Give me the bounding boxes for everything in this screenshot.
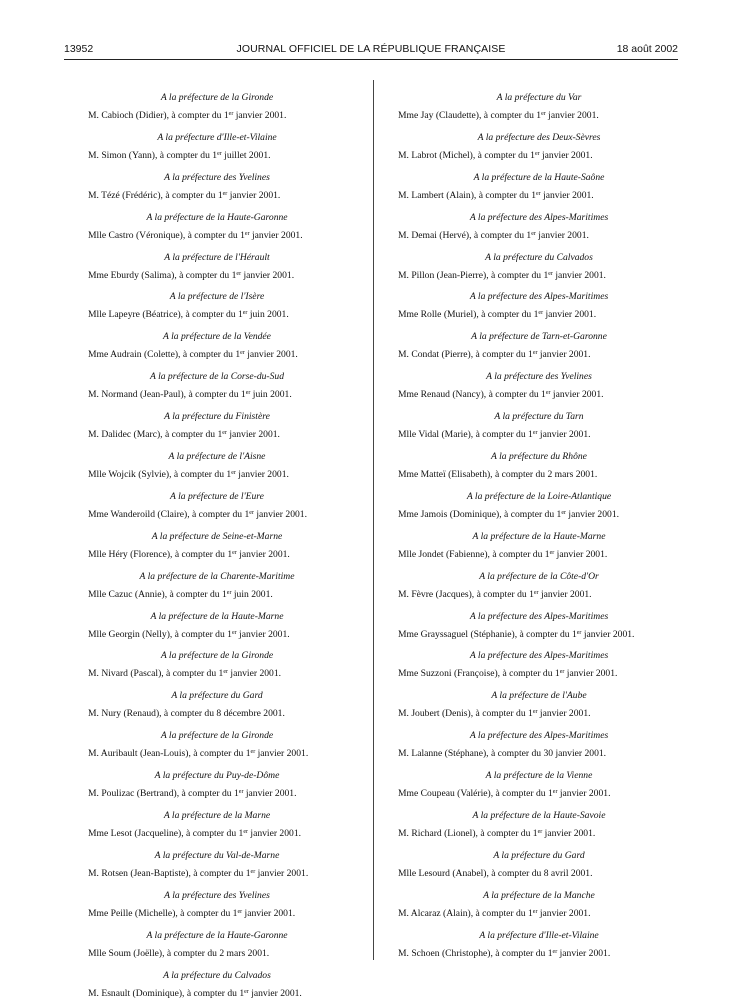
appointment-date: janvier 2001. [235,469,289,481]
appointment-entry [398,887,680,927]
ordinal-superscript: er [238,789,244,796]
prefecture-heading: A la préfecture de l'Isère [169,291,265,303]
prefecture-heading: A la préfecture d'Ille-et-Vilaine [157,131,277,143]
appointment-entry [398,568,680,608]
appointment-text: Mme Jamois (Dominique), à compter du 1 [398,508,562,520]
prefecture-heading: A la préfecture du Calvados [163,969,271,981]
appointment-entry [398,209,680,249]
appointment-date: janvier 2001. [535,229,589,241]
appointment-text: Mlle Lapeyre (Béatrice), à compter du 1 [88,309,243,321]
appointment-text: Mme Wanderoild (Claire), à compter du 1 [88,508,250,520]
appointment-date: janvier 2001. [550,389,604,401]
appointment-line [88,385,346,404]
appointment-entry [398,847,680,887]
appointment-line [88,146,346,165]
appointment-entry [88,328,346,368]
appointment-line [88,625,346,644]
appointment-line [398,425,680,444]
appointment-line [398,345,680,364]
appointment-entry [398,129,680,169]
column-divider [373,80,374,960]
prefecture-heading: A la préfecture de la Manche [483,889,595,901]
appointment-line [398,585,680,604]
prefecture-heading: A la préfecture du Puy-de-Dôme [154,770,280,782]
ordinal-superscript: er [536,190,541,197]
appointment-entry [88,368,346,408]
appointment-text: M. Pillon (Jean-Pierre), à compter du 1 [398,269,549,281]
appointment-line [88,425,346,444]
appointment-entry [398,89,680,129]
prefecture-heading: A la préfecture du Val-de-Marne [154,849,280,861]
ordinal-superscript: er [244,988,249,995]
appointment-date: janvier 2001. [255,867,309,879]
appointment-date: janvier 2001. [537,349,591,361]
appointment-entry [398,687,680,727]
appointment-text: Mlle Wojcik (Sylvie), à compter du 1 [88,469,232,481]
appointment-line [88,784,346,803]
appointment-date: janvier 2001. [542,828,596,840]
appointment-line [88,505,346,524]
ordinal-superscript: er [537,829,543,836]
appointment-line [88,864,346,883]
ordinal-superscript: er [532,350,538,357]
appointment-line [398,944,680,963]
prefecture-heading: A la préfecture du Tarn [494,411,584,423]
appointment-line [398,864,680,883]
ordinal-superscript: er [549,549,555,556]
appointment-line [398,465,680,484]
ordinal-superscript: er [232,549,237,556]
appointment-line [398,106,680,125]
appointment-date: janvier 2001. [557,947,611,959]
appointment-line [88,585,346,604]
appointment-date: janvier 2001. [227,189,281,201]
appointment-text: Mme Jay (Claudette), à compter du 1 [398,110,542,121]
ordinal-superscript: er [242,310,248,317]
appointment-entry [88,288,346,328]
appointment-date: janvier 2001. [557,788,611,800]
appointment-date: janvier 2001. [253,508,307,520]
appointment-entry [88,488,346,528]
right-column [398,89,680,967]
appointment-text: M. Richard (Lionel), à compter du 1 [398,828,538,840]
appointment-text: M. Joubert (Denis), à compter du 1 [398,708,533,720]
appointment-line [398,226,680,245]
appointment-line [398,784,680,803]
appointment-line [88,305,346,324]
prefecture-heading: A la préfecture de la Côte-d'Or [479,570,599,582]
prefecture-heading: A la préfecture de la Haute-Marne [472,530,606,542]
appointment-text: M. Lalanne (Stéphane), à compter du 30 janvier 2001. [398,748,607,760]
ordinal-superscript: er [532,908,538,915]
prefecture-heading: A la préfecture de la Corse-du-Sud [149,371,285,383]
appointment-text: Mme Rolle (Muriel), à compter du 1 [398,309,539,321]
prefecture-heading: A la préfecture de Tarn-et-Garonne [471,331,607,343]
appointment-text: Mlle Georgin (Nelly), à compter du 1 [88,628,232,640]
appointment-date: janvier 2001. [243,788,297,800]
appointment-entry [398,288,680,328]
appointment-line [88,744,346,763]
prefecture-heading: A la préfecture de l'Aube [491,690,587,702]
appointment-date: janvier 2001. [248,828,302,840]
appointment-entry [398,927,680,967]
ordinal-superscript: er [552,789,558,796]
appointment-line [88,704,346,723]
ordinal-superscript: er [243,829,248,836]
appointment-entry [88,89,346,129]
appointment-line [88,226,346,245]
appointment-date: janvier 2001. [244,349,298,361]
appointment-date: janvier 2001. [236,628,290,640]
appointment-date: janvier 2001. [554,548,608,560]
prefecture-heading: A la préfecture de la Vienne [485,770,593,782]
appointment-line [398,824,680,843]
prefecture-heading: A la préfecture des Alpes-Maritimes [469,291,609,303]
appointment-date: juillet 2001. [221,149,271,161]
prefecture-heading: A la préfecture du Calvados [485,251,593,263]
publication-date: 18 août 2002 [616,43,678,55]
appointment-text: Mme Suzzoni (Françoise), à compter du 1 [398,668,560,680]
ordinal-superscript: er [559,669,565,676]
appointment-text: M. Poulizac (Bertrand), à compter du 1 [88,788,239,800]
ordinal-superscript: er [532,430,538,437]
ordinal-superscript: er [538,310,544,317]
prefecture-heading: A la préfecture de la Gironde [160,92,274,103]
prefecture-heading: A la préfecture des Yvelines [164,889,270,901]
prefecture-heading: A la préfecture du Gard [171,690,263,702]
page-number: 13952 [64,43,94,55]
ordinal-superscript: er [250,749,256,756]
ordinal-superscript: er [250,868,256,875]
appointment-text: M. Dalidec (Marc), à compter du 1 [88,429,223,441]
appointment-entry [398,169,680,209]
appointment-date: juin 2001. [231,588,273,600]
appointment-date: janvier 2001. [539,149,593,161]
appointment-date: janvier 2001. [564,668,618,680]
ordinal-superscript: er [533,589,539,596]
appointment-entry [88,967,346,1006]
prefecture-heading: A la préfecture des Yvelines [486,371,592,383]
prefecture-heading: A la préfecture de la Vendée [163,331,271,343]
appointment-line [88,186,346,205]
appointment-line [398,266,680,285]
appointment-text: M. Fèvre (Jacques), à compter du 1 [398,588,534,600]
appointment-entry [88,927,346,967]
appointment-text: Mlle Castro (Véronique), à compter du 1 [88,229,245,241]
prefecture-heading: A la préfecture de la Haute-Saône [473,171,605,183]
appointment-entry [88,608,346,648]
appointment-date: janvier 2001. [537,708,591,720]
ordinal-superscript: er [228,111,234,117]
prefecture-heading: A la préfecture du Rhône [491,451,587,463]
ordinal-superscript: er [237,908,243,915]
prefecture-heading: A la préfecture de Seine-et-Marne [151,530,283,542]
prefecture-heading: A la préfecture des Deux-Sèvres [477,131,601,143]
appointment-entry [88,887,346,927]
ordinal-superscript: er [548,270,553,277]
prefecture-heading: A la préfecture de la Haute-Marne [150,610,284,622]
appointment-date: janvier 2001. [540,189,594,201]
appointment-date: janvier 2001. [241,269,295,281]
prefecture-heading: A la préfecture de la Gironde [160,650,274,662]
appointment-date: janvier 2001. [537,907,591,919]
ordinal-superscript: er [244,230,250,237]
appointment-line [88,824,346,843]
appointment-entry [398,448,680,488]
appointment-text: Mme Peille (Michelle), à compter du 1 [88,907,238,919]
appointment-entry [398,328,680,368]
appointment-entry [88,727,346,767]
appointment-text: M. Nury (Renaud), à compter du 8 décembre 2001. [88,708,285,720]
appointment-text: Mlle Jondet (Fabienne), à compter du 1 [398,548,550,560]
appointment-text: Mlle Héry (Florence), à compter du 1 [88,548,233,560]
ordinal-superscript: er [552,948,558,955]
appointment-text: Mme Lesot (Jacqueline), à compter du 1 [88,828,244,840]
appointment-entry [398,807,680,847]
header-rule [64,59,678,60]
ordinal-superscript: er [541,111,546,117]
appointment-line [88,465,346,484]
appointment-date: juin 2001. [250,389,292,401]
appointment-date: janvier 2001. [538,588,592,600]
appointment-entry [398,488,680,528]
appointment-entry [88,408,346,448]
appointment-entry [88,568,346,608]
appointment-date: janvier 2001. [249,229,303,241]
page-header [64,43,678,57]
appointment-line [88,266,346,285]
prefecture-heading: A la préfecture de la Haute-Garonne [146,929,288,941]
ordinal-superscript: er [576,629,582,636]
appointment-date: janvier 2001. [236,548,290,560]
appointment-text: Mlle Soum (Joëlle), à compter du 2 mars 2001. [88,947,270,959]
appointment-date: janvier 2001. [226,429,280,441]
appointment-text: Mme Audrain (Colette), à compter du 1 [88,349,241,361]
appointment-entry [398,249,680,289]
appointment-text: Mme Coupeau (Valérie), à compter du 1 [398,788,553,800]
appointment-entry [88,209,346,249]
prefecture-heading: A la préfecture de la Gironde [160,730,274,742]
appointment-entry [88,647,346,687]
prefecture-heading: A la préfecture des Yvelines [164,171,270,183]
ordinal-superscript: er [222,430,227,437]
prefecture-heading: A la préfecture des Alpes-Maritimes [469,211,609,223]
appointment-date: juin 2001. [247,309,289,321]
appointment-line [88,984,346,1003]
prefecture-heading: A la préfecture du Var [496,92,582,103]
ordinal-superscript: er [217,150,222,157]
prefecture-heading: A la préfecture de la Charente-Maritime [139,570,295,582]
ordinal-superscript: er [534,150,540,157]
prefecture-heading: A la préfecture de la Marne [163,810,271,822]
ordinal-superscript: er [249,509,254,516]
prefecture-heading: A la préfecture de l'Eure [170,490,264,502]
appointment-line [88,106,346,125]
appointment-text: M. Alcaraz (Alain), à compter du 1 [398,907,533,919]
appointment-date: janvier 2001. [552,269,606,281]
ordinal-superscript: er [532,709,538,716]
appointment-date: janvier 2001. [255,748,309,760]
appointment-line [398,305,680,324]
appointment-line [398,505,680,524]
appointment-line [398,146,680,165]
ordinal-superscript: er [231,629,237,636]
appointment-entry [88,129,346,169]
prefecture-heading: A la préfecture de la Haute-Garonne [146,211,288,223]
ordinal-superscript: er [231,470,236,477]
appointment-line [398,744,680,763]
ordinal-superscript: er [222,190,228,197]
appointment-text: M. Nivard (Pascal), à compter du 1 [88,668,224,680]
prefecture-heading: A la préfecture de la Loire-Atlantique [466,490,612,502]
prefecture-heading: A la préfecture de l'Aisne [168,451,266,463]
appointment-text: Mme Grayssaguel (Stéphanie), à compter du 1 [398,628,577,640]
appointment-entry [398,767,680,807]
appointment-text: Mlle Vidal (Marie), à compter du 1 [398,429,533,441]
appointment-text: M. Demai (Hervé), à compter du 1 [398,229,532,241]
ordinal-superscript: er [245,390,251,397]
ordinal-superscript: er [240,350,245,357]
appointment-entry [88,807,346,847]
appointment-date: janvier 2001. [537,429,591,441]
appointment-entry [398,368,680,408]
ordinal-superscript: er [223,669,229,676]
prefecture-heading: A la préfecture des Alpes-Maritimes [469,650,609,662]
appointment-text: Mlle Cazuc (Annie), à compter du 1 [88,588,227,600]
appointment-text: M. Tézé (Frédéric), à compter du 1 [88,189,223,201]
appointment-line [88,944,346,963]
ordinal-superscript: er [226,589,232,596]
ordinal-superscript: er [545,390,551,397]
appointment-entry [88,767,346,807]
appointment-entry [88,448,346,488]
appointment-line [88,545,346,564]
appointment-entry [398,608,680,648]
prefecture-heading: A la préfecture d'Ille-et-Vilaine [479,929,599,941]
prefecture-heading: A la préfecture des Alpes-Maritimes [469,730,609,742]
appointment-date: janvier 2001. [566,508,620,520]
appointment-date: janvier 2001. [543,309,597,321]
appointment-text: M. Normand (Jean-Paul), à compter du 1 [88,389,246,401]
appointment-line [398,704,680,723]
appointment-text: M. Rotsen (Jean-Baptiste), à compter du 1 [88,867,251,879]
appointment-entry [398,528,680,568]
appointment-text: M. Esnault (Dominique), à compter du 1 [88,987,245,999]
appointment-entry [398,408,680,448]
appointment-text: M. Simon (Yann), à compter du 1 [88,149,218,161]
appointment-entry [88,847,346,887]
appointment-date: janvier 2001. [545,110,599,121]
appointment-text: M. Labrot (Michel), à compter du 1 [398,149,535,161]
ordinal-superscript: er [236,270,242,277]
appointment-entry [398,727,680,767]
appointment-text: Mme Matteï (Elisabeth), à compter du 2 mars 2001. [398,469,598,481]
appointment-text: Mme Eburdy (Salima), à compter du 1 [88,269,237,281]
prefecture-heading: A la préfecture des Alpes-Maritimes [469,610,609,622]
appointment-date: janvier 2001. [228,668,282,680]
appointment-entry [88,687,346,727]
appointment-entry [398,647,680,687]
appointment-line [398,625,680,644]
appointment-text: M. Condat (Pierre), à compter du 1 [398,349,533,361]
appointment-text: M. Lambert (Alain), à compter du 1 [398,189,536,201]
appointment-text: M. Auribault (Jean-Louis), à compter du 1 [88,748,251,760]
prefecture-heading: A la préfecture du Finistère [164,411,270,423]
appointment-date: janvier 2001. [581,628,635,640]
ordinal-superscript: er [531,230,536,237]
appointment-text: Mme Renaud (Nancy), à compter du 1 [398,389,546,401]
appointment-line [398,664,680,683]
prefecture-heading: A la préfecture de l'Hérault [164,251,270,263]
appointment-entry [88,169,346,209]
prefecture-heading: A la préfecture de la Haute-Savoie [472,810,606,822]
appointment-line [88,904,346,923]
appointment-line [88,664,346,683]
appointment-text: M. Cabioch (Didier), à compter du 1 [88,110,229,121]
appointment-text: M. Schoen (Christophe), à compter du 1 [398,947,553,959]
appointment-date: janvier 2001. [233,110,287,121]
appointment-line [398,545,680,564]
appointment-entry [88,249,346,289]
appointment-line [398,904,680,923]
appointment-line [88,345,346,364]
appointment-date: janvier 2001. [248,987,302,999]
ordinal-superscript: er [561,509,566,516]
appointment-line [398,186,680,205]
journal-title: JOURNAL OFFICIEL DE LA RÉPUBLIQUE FRANÇAISE [236,43,506,55]
appointment-text: Mlle Lesourd (Anabel), à compter du 8 avril 2001. [398,867,593,879]
left-column [88,89,346,1006]
appointment-line [398,385,680,404]
appointment-entry [88,528,346,568]
appointment-date: janvier 2001. [242,907,296,919]
prefecture-heading: A la préfecture du Gard [493,849,585,861]
